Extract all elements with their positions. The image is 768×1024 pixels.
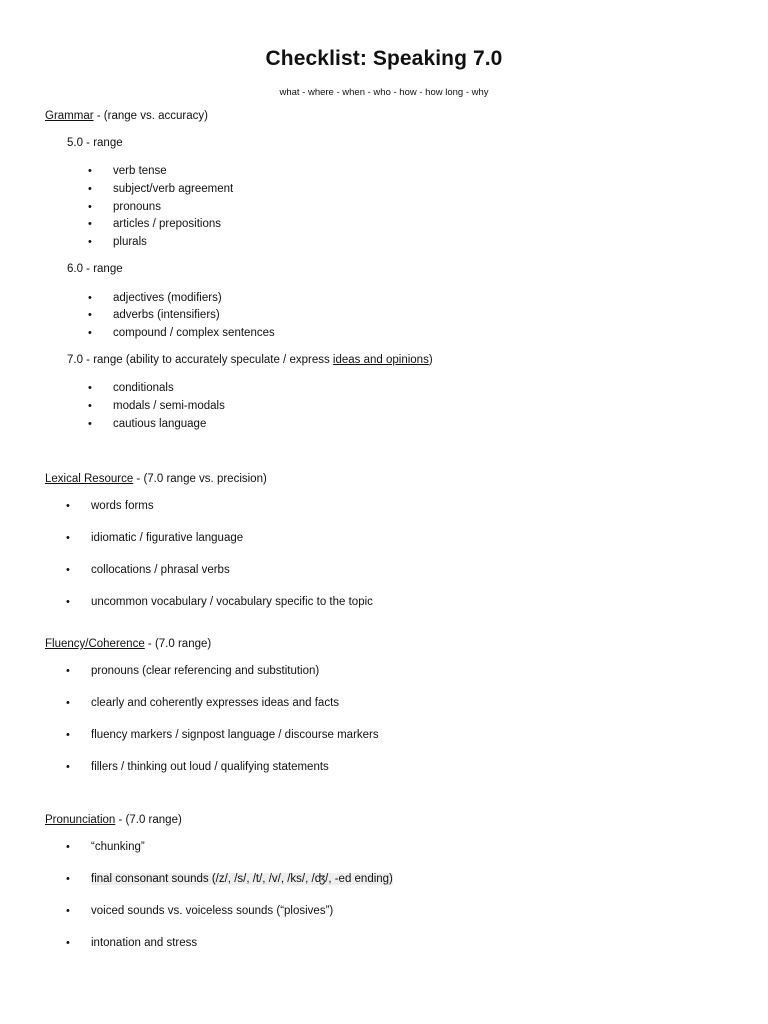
bullet: • xyxy=(66,905,70,917)
pronunciation-heading-rest: - (7.0 range) xyxy=(115,814,182,826)
grammar-level5-label: 5.0 - range xyxy=(67,137,123,149)
grammar-level7-label-underlined: ideas and opinions xyxy=(332,354,429,366)
fluency-heading-line xyxy=(45,637,211,651)
fluency-heading: Fluency/Coherence xyxy=(45,638,145,650)
pronunciation-heading: Pronunciation xyxy=(45,814,116,826)
list-item: modals / semi-modals xyxy=(113,400,225,412)
list-item: plurals xyxy=(113,236,147,248)
list-item: fluency markers / signpost language / discourse markers xyxy=(91,729,379,741)
list-item: “chunking” xyxy=(91,841,145,853)
bullet: • xyxy=(88,236,92,248)
grammar-level7-label-post: ) xyxy=(428,354,433,366)
bullet: • xyxy=(66,500,70,512)
lexical-heading: Lexical Resource xyxy=(45,473,134,485)
list-item: conditionals xyxy=(113,382,174,394)
list-item-text: final consonant sounds (/z/, /s/, /t/, /v/, /ks/, /ʤ/, -ed ending) xyxy=(91,873,393,885)
grammar-level6-label: 6.0 - range xyxy=(67,263,123,275)
bullet: • xyxy=(88,292,92,304)
list-item: voiced sounds vs. voiceless sounds (“plosives”) xyxy=(91,905,334,917)
grammar-level7-label-pre: 7.0 - range (ability to accurately speculate / express xyxy=(67,354,333,366)
bullet: • xyxy=(66,532,70,544)
list-item: adverbs (intensifiers) xyxy=(113,309,220,321)
page-title: Checklist: Speaking 7.0 xyxy=(265,47,503,70)
bullet: • xyxy=(88,183,92,195)
grammar-heading-line xyxy=(45,109,208,123)
bullet: • xyxy=(88,218,92,230)
list-item xyxy=(91,872,393,886)
bullet: • xyxy=(66,873,70,885)
list-item: pronouns xyxy=(113,201,161,213)
lexical-heading-rest: - (7.0 range vs. precision) xyxy=(133,473,267,485)
bullet: • xyxy=(66,937,70,949)
lexical-heading-line xyxy=(45,472,267,486)
list-item: intonation and stress xyxy=(91,937,198,949)
bullet: • xyxy=(88,309,92,321)
page-subtitle: what - where - when - who - how - how long - why xyxy=(279,87,489,98)
grammar-level7-label xyxy=(67,353,433,367)
bullet: • xyxy=(88,418,92,430)
list-item: articles / prepositions xyxy=(113,218,222,230)
grammar-heading: Grammar xyxy=(45,110,94,122)
bullet: • xyxy=(66,729,70,741)
fluency-heading-rest: - (7.0 range) xyxy=(144,638,212,650)
list-item: collocations / phrasal verbs xyxy=(91,564,230,576)
bullet: • xyxy=(66,761,70,773)
pronunciation-heading-line xyxy=(45,813,182,827)
bullet: • xyxy=(88,400,92,412)
list-item: pronouns (clear referencing and substitution) xyxy=(91,665,320,677)
bullet: • xyxy=(66,665,70,677)
list-item: compound / complex sentences xyxy=(113,327,275,339)
bullet: • xyxy=(88,165,92,177)
bullet: • xyxy=(66,841,70,853)
list-item: uncommon vocabulary / vocabulary specific to the topic xyxy=(91,596,373,608)
list-item: words forms xyxy=(91,500,154,512)
bullet: • xyxy=(88,382,92,394)
list-item: fillers / thinking out loud / qualifying statements xyxy=(91,761,329,773)
bullet: • xyxy=(66,596,70,608)
grammar-heading-rest: - (range vs. accuracy) xyxy=(93,110,208,122)
bullet: • xyxy=(88,327,92,339)
bullet: • xyxy=(66,564,70,576)
bullet: • xyxy=(66,697,70,709)
bullet: • xyxy=(88,201,92,213)
list-item: subject/verb agreement xyxy=(113,183,234,195)
list-item: verb tense xyxy=(113,165,167,177)
list-item: idiomatic / figurative language xyxy=(91,532,244,544)
list-item: adjectives (modifiers) xyxy=(113,292,222,304)
list-item: cautious language xyxy=(113,418,207,430)
list-item: clearly and coherently expresses ideas and facts xyxy=(91,697,340,709)
